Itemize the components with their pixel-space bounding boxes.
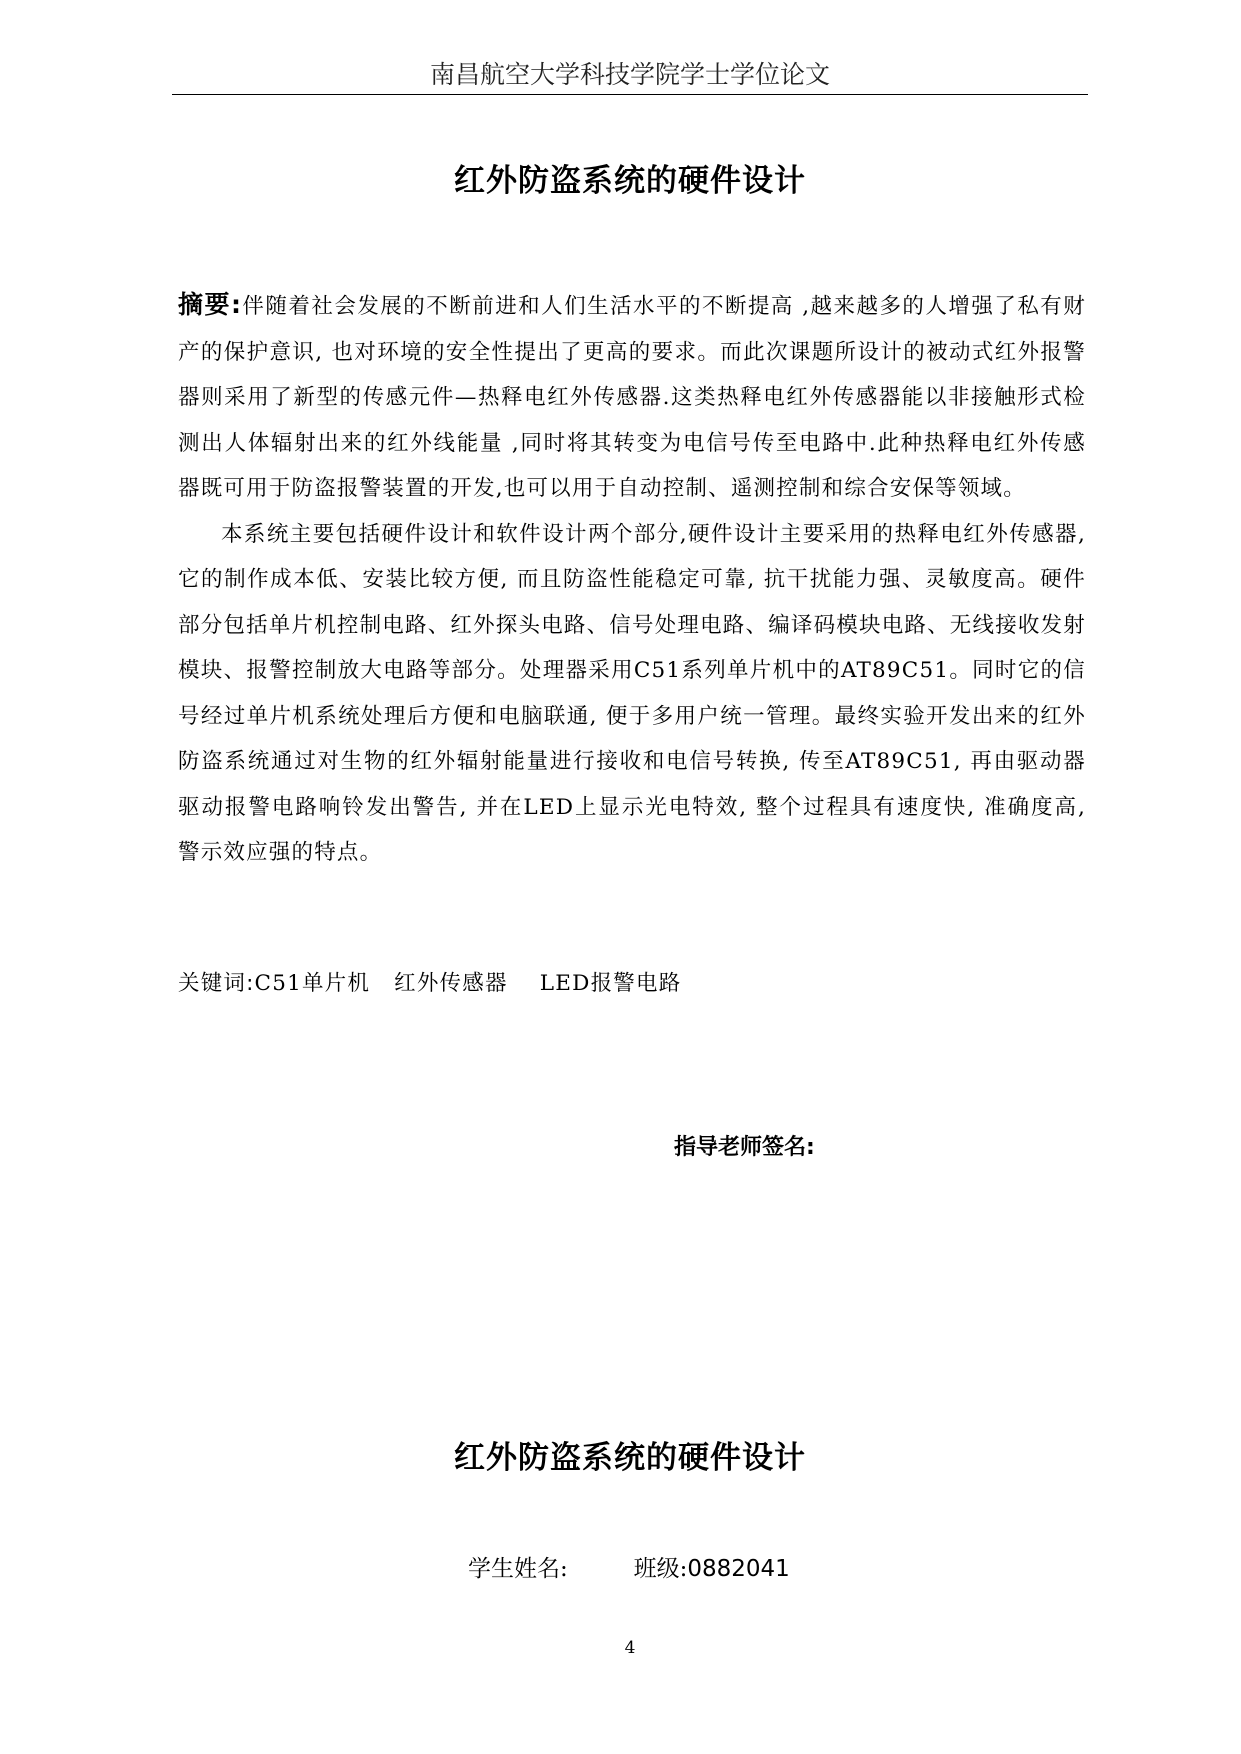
header-rule: [172, 94, 1088, 95]
student-name-label: 学生姓名:: [468, 1556, 568, 1582]
abstract-paragraph-2: 本系统主要包括硬件设计和软件设计两个部分,硬件设计主要采用的热释电红外传感器, 它的制作成本低、安装比较方便, 而且防盗性能稳定可靠, 抗干扰能力强、灵敏度高。硬件部分包括单片机控制电路、红外探头电路、信号处理电路、编译码模块电路、无线接收发射模块、报警控制放大电路等部分。处理器采用C51系列单片机中的AT89C51。同时它的信号经过单片机系统处理后方便和电脑联通, 便于多用户统一管理。最终实验开发出来的红外防盗系统通过对生物的红外辐射能量进行接收和电信号转换, 传至AT89C51, 再由驱动器驱动报警电路响铃发出警告, 并在LED上显示光电特效, 整个过程具有速度快, 准确度高, 警示效应强的特点。: [178, 521, 1087, 865]
abstract-label: 摘要:: [178, 290, 243, 319]
keywords-label: 关键词:: [178, 971, 255, 996]
student-info: [468, 1552, 790, 1586]
thesis-title-repeat: 红外防盗系统的硬件设计: [454, 1440, 806, 1476]
abstract-paragraph-1-text: 伴随着社会发展的不断前进和人们生活水平的不断提高 ,越来越多的人增强了私有财产的保护意识, 也对环境的安全性提出了更高的要求。而此次课题所设计的被动式红外报警器则采用了新型的传感元件—热释电红外传感器.这类热释电红外传感器能以非接触形式检测出人体辐射出来的红外线能量 ,同时将其转变为电信号传至电路中.此种热释电红外传感器既可用于防盗报警装置的开发,也可以用于自动控制、遥测控制和综合安保等领域。: [178, 294, 1086, 501]
keywords-items: C51单片机 红外传感器 LED报警电路: [254, 971, 682, 996]
class-value: 0882041: [687, 1556, 790, 1582]
thesis-title: 红外防盗系统的硬件设计: [454, 163, 806, 199]
abstract-section: [178, 282, 1086, 876]
running-header: 南昌航空大学科技学院学士学位论文: [429, 60, 830, 89]
keywords-line: [178, 966, 681, 1002]
abstract-paragraph-1: [178, 282, 1086, 512]
page-number: 4: [624, 1638, 636, 1658]
class-label: 班级:: [633, 1556, 688, 1582]
supervisor-signature-label: 指导老师签名:: [674, 1135, 815, 1160]
